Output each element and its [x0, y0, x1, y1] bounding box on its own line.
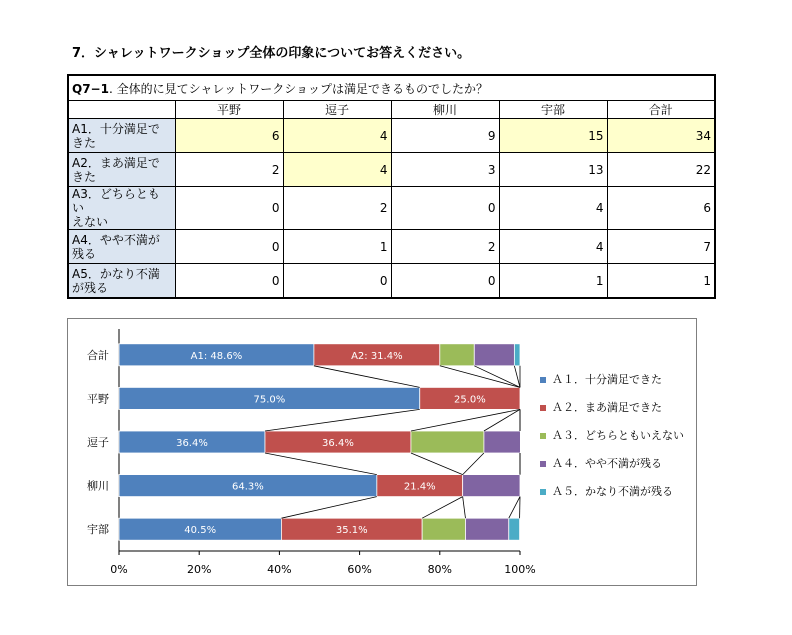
column-header: 逗子 — [283, 101, 391, 119]
x-tick-label: 100% — [504, 563, 536, 576]
table-row — [68, 264, 715, 299]
series-line — [440, 366, 520, 388]
legend-label: Ａ５．かなり不満が残る — [552, 485, 673, 498]
row-label-line: A2．まあ満足で — [72, 155, 160, 170]
row-label-line: 残る — [72, 246, 97, 261]
table-cell: 13 — [499, 153, 607, 187]
bar-segment — [465, 518, 508, 540]
data-label: 40.5% — [184, 525, 217, 537]
x-tick-label: 0% — [110, 563, 128, 576]
column-header: 宇部 — [499, 101, 607, 119]
table-cell: 0 — [175, 264, 283, 299]
section-title: 7．シャレットワークショップ全体の印象についてお答えください。 — [72, 46, 471, 61]
legend-label: Ａ１．十分満足できた — [552, 373, 662, 386]
legend-label: Ａ２．まあ満足できた — [552, 401, 662, 414]
category-label: 宇部 — [87, 523, 109, 537]
row-label — [68, 230, 175, 264]
table-cell: 34 — [607, 119, 715, 153]
results-table — [67, 74, 716, 299]
column-header: 柳川 — [391, 101, 499, 119]
table-cell: 6 — [607, 187, 715, 230]
category-label: 逗子 — [87, 436, 109, 449]
data-label: 21.4% — [403, 481, 436, 493]
bar-segment — [422, 518, 465, 540]
data-label: A2: 31.4% — [351, 350, 403, 362]
row-label-line: えない — [72, 215, 109, 229]
row-label — [68, 187, 175, 230]
table-cell: 1 — [607, 264, 715, 299]
legend-swatch — [540, 433, 546, 439]
series-line — [463, 497, 466, 519]
row-label-line: A1．十分満足で — [72, 121, 160, 136]
row-label-line: きた — [72, 169, 97, 184]
table-row — [68, 119, 715, 153]
table-cell: 0 — [175, 230, 283, 264]
bar-segment — [440, 344, 474, 366]
data-label: 75.0% — [253, 394, 286, 406]
table-row — [68, 230, 715, 264]
table-cell: 1 — [499, 264, 607, 299]
table-cell: 7 — [607, 230, 715, 264]
legend-label: Ａ４．やや不満が残る — [552, 457, 662, 470]
table-cell: 22 — [607, 153, 715, 187]
table-cell: 4 — [283, 119, 391, 153]
row-label — [68, 153, 175, 187]
table-cell: 6 — [175, 119, 283, 153]
row-label — [68, 264, 175, 299]
data-label: 64.3% — [232, 481, 264, 493]
series-line — [281, 497, 376, 519]
question-header — [68, 75, 715, 101]
row-label-line: A4．やや不満が — [72, 232, 160, 247]
legend-swatch — [540, 377, 546, 383]
table-cell: 1 — [283, 230, 391, 264]
series-line — [265, 409, 420, 431]
table-row — [68, 187, 715, 230]
bar-segment — [474, 344, 514, 366]
series-line — [509, 497, 520, 519]
table-cell: 9 — [391, 119, 499, 153]
table-cell: 0 — [391, 187, 499, 230]
data-label: 36.4% — [322, 438, 354, 449]
table-cell: 4 — [499, 187, 607, 230]
column-header: 合計 — [607, 101, 715, 119]
data-label: 36.4% — [176, 438, 208, 449]
legend-swatch — [540, 489, 546, 495]
x-tick-label: 80% — [427, 563, 453, 576]
table-cell: 4 — [283, 153, 391, 187]
row-label-line: きた — [72, 135, 97, 150]
category-label: 合計 — [87, 348, 109, 362]
question-id: Q7−1 — [72, 81, 109, 96]
series-line — [265, 453, 377, 475]
legend-swatch — [540, 405, 546, 411]
row-label-line: A5．かなり不満 — [72, 266, 160, 281]
table-cell: 0 — [283, 264, 391, 299]
row-label-line: A3．どちらともい — [72, 187, 160, 215]
bar-segment — [509, 518, 520, 540]
bar-segment — [463, 475, 520, 497]
chart-frame — [67, 318, 697, 586]
x-tick-label: 20% — [186, 563, 212, 576]
column-header: 平野 — [175, 101, 283, 119]
bar-segment — [484, 431, 520, 453]
series-line — [422, 497, 463, 519]
bar-segment — [514, 344, 520, 366]
table-cell: 15 — [499, 119, 607, 153]
table-cell: 4 — [499, 230, 607, 264]
data-label: 25.0% — [453, 394, 486, 406]
series-line — [314, 366, 420, 388]
table-cell: 0 — [175, 187, 283, 230]
header-blank — [68, 101, 175, 119]
table-cell: 2 — [391, 230, 499, 264]
stacked-bar-chart — [68, 319, 698, 587]
bar-segment — [411, 431, 484, 453]
question-text: . 全体的に見てシャレットワークショップは満足できるものでしたか？ — [108, 81, 489, 96]
category-label: 柳川 — [87, 479, 109, 493]
table-cell: 3 — [391, 153, 499, 187]
series-line — [463, 453, 484, 475]
series-line — [411, 409, 520, 431]
data-label: A1: 48.6% — [190, 350, 243, 362]
table-cell: 2 — [283, 187, 391, 230]
x-tick-label: 40% — [267, 563, 292, 576]
row-label-line: が残る — [72, 280, 109, 295]
table-cell: 2 — [175, 153, 283, 187]
series-line — [514, 366, 520, 388]
table-row — [68, 153, 715, 187]
data-label: 35.1% — [335, 525, 368, 537]
category-label: 平野 — [87, 392, 109, 406]
row-label — [68, 119, 175, 153]
legend-swatch — [540, 461, 546, 467]
legend-label: Ａ３．どちらともいえない — [552, 429, 684, 442]
series-line — [411, 453, 463, 475]
table-cell: 0 — [391, 264, 499, 299]
x-tick-label: 60% — [347, 563, 372, 576]
